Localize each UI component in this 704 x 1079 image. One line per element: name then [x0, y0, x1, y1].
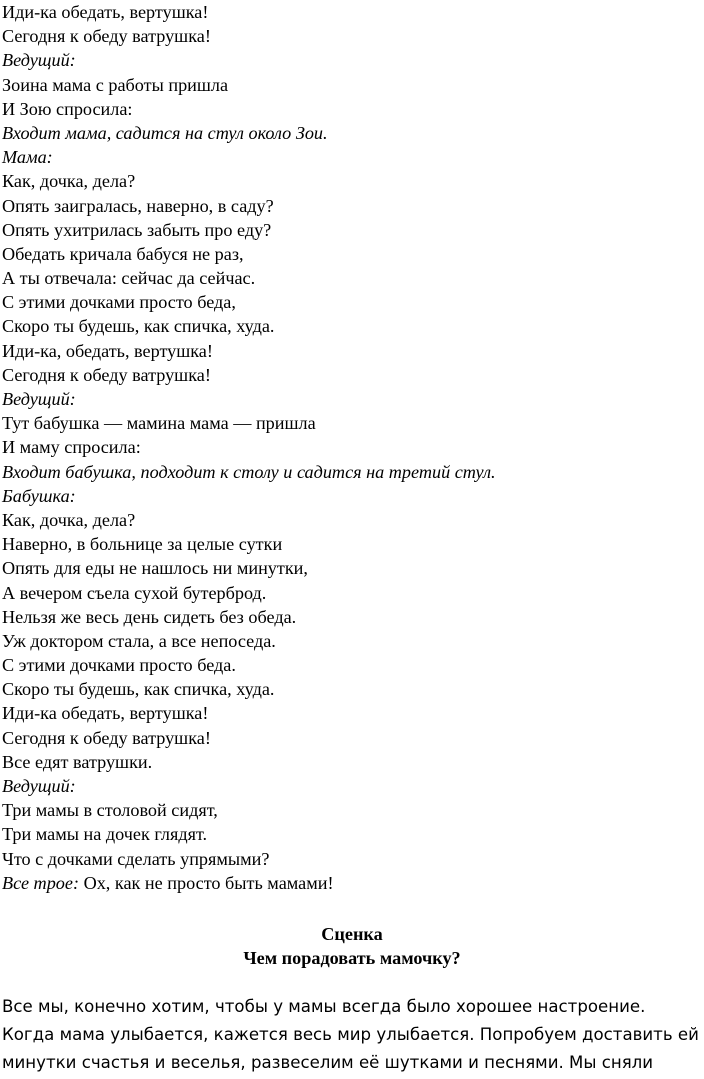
verse-text: Нельзя же весь день сидеть без обеда.	[2, 606, 297, 627]
verse-line	[2, 218, 702, 242]
verse-line	[2, 97, 702, 121]
verse-line	[2, 822, 702, 846]
verse-text: Обедать кричала бабуся не раз,	[2, 243, 244, 264]
verse-text: Как, дочка, дела?	[2, 509, 136, 530]
verse-line	[2, 556, 702, 580]
speaker-or-direction: Мама:	[2, 147, 53, 168]
verse-text: Опять ухитрилась забыть про еду?	[2, 219, 272, 240]
paragraph-line: минутки счастья и веселья, развеселим её шутками и песнями. Мы сняли	[2, 1053, 654, 1072]
scene-title: Чем порадовать мамочку?	[243, 948, 461, 968]
verse-text: С этими дочками просто беда,	[2, 292, 236, 313]
verse-text: Ох, как не просто быть мамами!	[79, 872, 334, 893]
verse-line	[2, 798, 702, 822]
verse-text: Три мамы в столовой сидят,	[2, 800, 218, 821]
stage-direction-line	[2, 484, 702, 508]
poem-text	[2, 0, 702, 895]
speaker-or-direction: Входит бабушка, подходит к столу и садится на третий стул.	[2, 461, 496, 482]
verse-line	[2, 266, 702, 290]
verse-line	[2, 242, 702, 266]
verse-text: Тут бабушка — мамина мама — пришла	[2, 413, 316, 434]
verse-line	[2, 726, 702, 750]
speaker-or-direction: Ведущий:	[2, 389, 76, 409]
verse-text: Опять заигралась, наверно, в саду?	[2, 195, 274, 216]
verse-line	[2, 169, 702, 193]
verse-line	[2, 508, 702, 532]
paragraph-line: Когда мама улыбается, кажется весь мир улыбается. Попробуем доставить ей	[2, 1025, 699, 1044]
verse-text: Зоина мама с работы пришла	[2, 74, 229, 95]
stage-direction-line	[2, 145, 702, 169]
verse-text: И маму спросила:	[2, 437, 141, 458]
verse-line	[2, 701, 702, 725]
speaker-or-direction: Бабушка:	[2, 485, 76, 506]
verse-line	[2, 194, 702, 218]
verse-text: Сегодня к обеду ватрушка!	[2, 364, 211, 385]
verse-line	[2, 73, 702, 97]
verse-text: Скоро ты будешь, как спичка, худа.	[2, 679, 275, 700]
speaker-or-direction: Входит мама, садится на стул около Зои.	[2, 122, 328, 143]
paragraph-line: Все мы, конечно хотим, чтобы у мамы всегда было хорошее настроение.	[2, 997, 646, 1016]
verse-line	[2, 847, 702, 871]
verse-line	[2, 532, 702, 556]
verse-text: Наверно, в больнице за целые сутки	[2, 534, 283, 555]
verse-line	[2, 629, 702, 653]
verse-text: А ты отвечала: сейчас да сейчас.	[2, 268, 256, 289]
verse-text: Как, дочка, дела?	[2, 171, 136, 192]
verse-text: С этими дочками просто беда.	[2, 655, 236, 676]
verse-line	[2, 435, 702, 459]
verse-text: Скоро ты будешь, как спичка, худа.	[2, 316, 275, 337]
verse-line	[2, 363, 702, 387]
intro-paragraph	[2, 993, 702, 1077]
verse-line	[2, 314, 702, 338]
verse-line	[2, 339, 702, 363]
verse-line	[2, 0, 702, 24]
stage-direction-line	[2, 774, 702, 798]
speaker-or-direction: Ведущий:	[2, 776, 76, 796]
verse-text: Опять для еды не нашлось ни минутки,	[2, 558, 308, 579]
stage-direction-line	[2, 387, 702, 411]
verse-text: Иди-ка, обедать, вертушка!	[2, 340, 213, 361]
verse-line	[2, 750, 702, 774]
verse-line	[2, 605, 702, 629]
stage-direction-line	[2, 48, 702, 72]
stage-direction-line	[2, 121, 702, 145]
verse-text: Сегодня к обеду ватрушка!	[2, 727, 211, 748]
verse-line	[2, 871, 702, 895]
verse-line	[2, 24, 702, 48]
verse-text: Иди-ка обедать, вертушка!	[2, 703, 209, 724]
verse-line	[2, 290, 702, 314]
verse-line	[2, 411, 702, 435]
verse-line	[2, 581, 702, 605]
verse-text: А вечером съела сухой бутерброд.	[2, 582, 267, 603]
speaker-or-direction: Ведущий:	[2, 50, 76, 71]
verse-text: Три мамы на дочек глядят.	[2, 824, 208, 845]
verse-line	[2, 653, 702, 677]
verse-text: И Зою спросила:	[2, 98, 133, 119]
verse-text: Сегодня к обеду ватрушка!	[2, 26, 211, 47]
speaker-or-direction: Все трое:	[2, 872, 80, 893]
verse-text: Что с дочками сделать упрямыми?	[2, 848, 270, 869]
verse-line	[2, 677, 702, 701]
verse-text: Уж доктором стала, а все непоседа.	[2, 630, 276, 651]
verse-text: Иди-ка обедать, вертушка!	[2, 2, 209, 22]
scene-label: Сценка	[321, 924, 383, 944]
verse-text: Все едят ватрушки.	[2, 751, 153, 772]
stage-direction-line	[2, 460, 702, 484]
